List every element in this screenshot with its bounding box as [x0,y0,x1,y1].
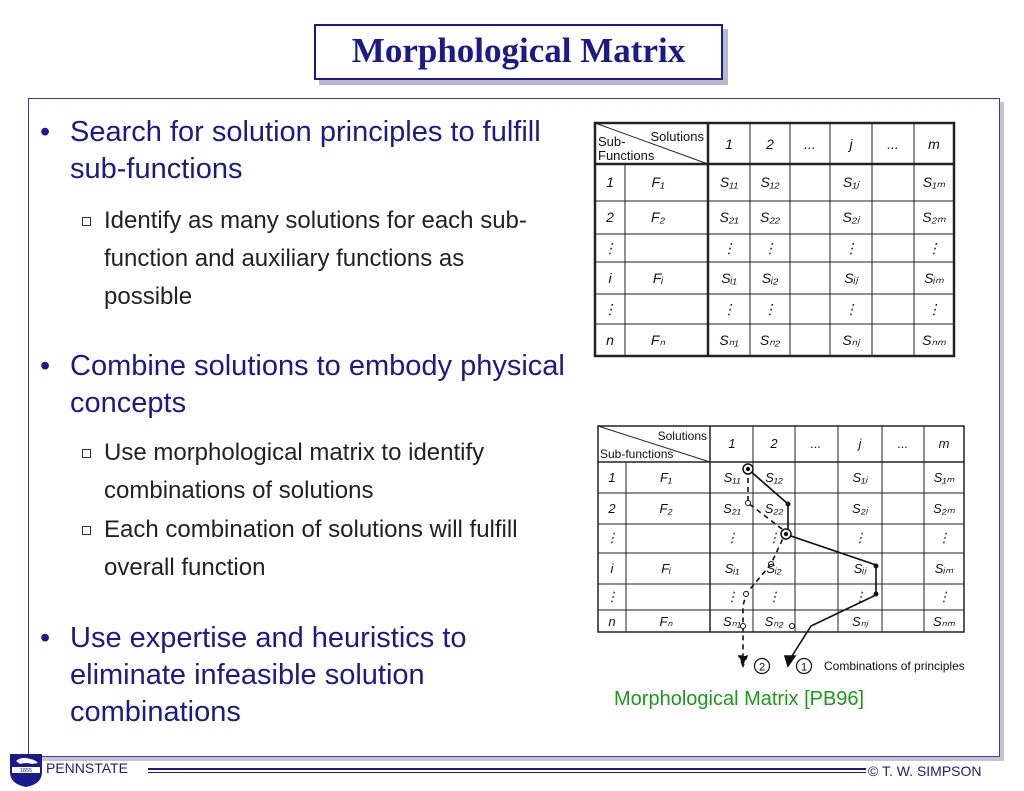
solution-cell: Sᵢⱼ [844,270,858,286]
row-index: ⋮ [605,589,619,604]
row-index: 2 [608,501,616,516]
sub-bullet-1-1-text: Identify as many solutions for each sub-function and auxiliary functions as possible [104,207,527,310]
sub-bullet-2-1-text: Use morphological matrix to identify combinations of solutions [104,439,485,504]
sub-function-label: F₁ [651,174,665,190]
row-index: 1 [608,470,616,485]
column-header: ... [897,436,909,451]
column-header: 2 [766,136,774,152]
solution-cell: Sᵢ₁ [721,270,737,286]
bullet-1-text: Search for solution principles to fulfill sub-functions [70,116,541,185]
combinations-legend: Combinations of principles [824,659,965,673]
column-header: 1 [725,136,733,152]
sub-function-label: Fₙ [659,614,673,629]
square-bullet-icon [82,449,91,458]
morphological-matrix-table [592,120,957,360]
solution-cell: Sᵢₘ [924,270,944,286]
row-index: i [610,561,614,576]
solution-cell: Sₙₘ [933,614,955,629]
solution-cell: ⋮ [927,301,941,317]
solution-cell: Sᵢₘ [934,561,954,576]
solution-cell: Sᵢⱼ [853,561,867,576]
corner-header-solutions: Solutions [650,129,704,144]
solution-cell: S₂₂ [759,209,781,225]
corner-header-functions: Functions [598,148,655,163]
bullet-3-text: Use expertise and heuristics to eliminate infeasible solution combinations [70,622,467,728]
solution-cell: ⋮ [767,530,781,545]
solution-cell: Sₙⱼ [842,332,860,348]
solution-cell: ⋮ [844,301,858,317]
solution-cell: ⋮ [722,240,736,256]
solution-cell: S₁ⱼ [842,174,860,190]
column-header: m [938,436,950,451]
corner-header-sub: Sub- [598,134,626,149]
bullet-dot: • [40,350,51,382]
solution-cell: S₂₁ [719,209,739,225]
bullet-dot: • [40,116,51,148]
sub-function-label: Fᵢ [661,561,671,576]
solution-cell: S₁₂ [760,174,780,190]
solution-cell: S₂ⱼ [852,501,868,516]
bullet-dot: • [40,622,51,654]
solution-cell: ⋮ [844,240,858,256]
column-header: 2 [770,436,778,451]
solution-cell: S₁₁ [723,470,741,485]
column-header: j [849,136,853,152]
page-title: Morphological Matrix [351,31,686,70]
solution-cell: ⋮ [763,240,777,256]
footer-divider-thin [148,772,866,773]
column-header: ... [887,136,899,152]
solution-cell: ⋮ [725,530,739,545]
column-header: m [928,136,940,152]
corner-header-solutions: Solutions [657,429,707,443]
solution-cell: S₁₂ [765,470,783,485]
square-bullet-icon [82,217,91,226]
row-index: n [608,614,616,629]
solution-cell: ⋮ [937,530,951,545]
combination-1-marker: 1 [800,661,808,674]
title-box [314,24,723,80]
square-bullet-icon [82,526,91,535]
figure-caption: Morphological Matrix [PB96] [614,688,865,710]
column-header: j [858,436,862,451]
solution-cell: S₁₁ [719,174,739,190]
bullet-2-text: Combine solutions to embody physical concepts [70,350,565,419]
solution-cell: S₂₁ [723,501,741,516]
row-index: i [608,270,612,286]
solution-cell: Sₙ₁ [719,332,739,348]
solution-cell: S₂₂ [764,501,784,516]
solution-cell: ⋮ [853,589,867,604]
solution-cell: ⋮ [725,589,739,604]
combination-matrix-diagram [596,424,968,676]
solution-cell: S₁ⱼ [852,470,868,485]
sub-bullet-2-2-text: Each combination of solutions will fulfill overall function [104,516,518,581]
sub-function-label: F₁ [659,470,673,485]
corner-header-sub-functions: Sub-functions [600,447,674,461]
column-header: 1 [728,436,736,451]
solution-cell: Sᵢ₂ [761,270,779,286]
solution-cell: Sₙ₂ [764,614,784,629]
row-index: ⋮ [605,530,619,545]
sub-function-label: Fₙ [650,332,666,348]
solution-cell: S₂ⱼ [842,209,860,225]
solution-cell: Sᵢ₁ [724,561,740,576]
solution-cell: Sₙ₁ [723,614,741,629]
row-index: 2 [606,209,614,225]
solution-cell: S₁ₘ [922,174,946,190]
solution-cell: S₂ₘ [922,209,946,225]
solution-cell: ⋮ [763,301,777,317]
sub-function-label: Fᵢ [652,270,664,286]
solution-cell: ⋮ [927,240,941,256]
footer-divider [148,768,866,770]
combination-2-marker: 2 [758,661,766,674]
column-header: ... [810,436,822,451]
column-header: ... [804,136,816,152]
sub-function-label: F₂ [659,501,673,516]
logo-year: 1855 [19,768,33,774]
solution-cell: Sₙ₂ [759,332,781,348]
pennstate-shield-logo [8,752,44,788]
solution-cell: S₂ₘ [933,501,955,516]
solution-cell: ⋮ [722,301,736,317]
solution-cell: ⋮ [853,530,867,545]
solution-cell: ⋮ [767,589,781,604]
sub-function-label: F₂ [651,209,665,225]
solution-cell: Sₙⱼ [851,614,869,629]
row-index: 1 [606,174,614,190]
solution-cell: ⋮ [937,589,951,604]
pennstate-wordmark: PENNSTATE [46,760,128,776]
row-index: ⋮ [603,240,617,256]
solution-cell: Sᵢ₂ [766,561,782,576]
row-index: n [606,332,614,348]
row-index: ⋮ [603,301,617,317]
copyright-notice: © T. W. SIMPSON [868,763,982,779]
solution-cell: S₁ₘ [933,470,955,485]
solution-cell: Sₙₘ [922,332,946,348]
